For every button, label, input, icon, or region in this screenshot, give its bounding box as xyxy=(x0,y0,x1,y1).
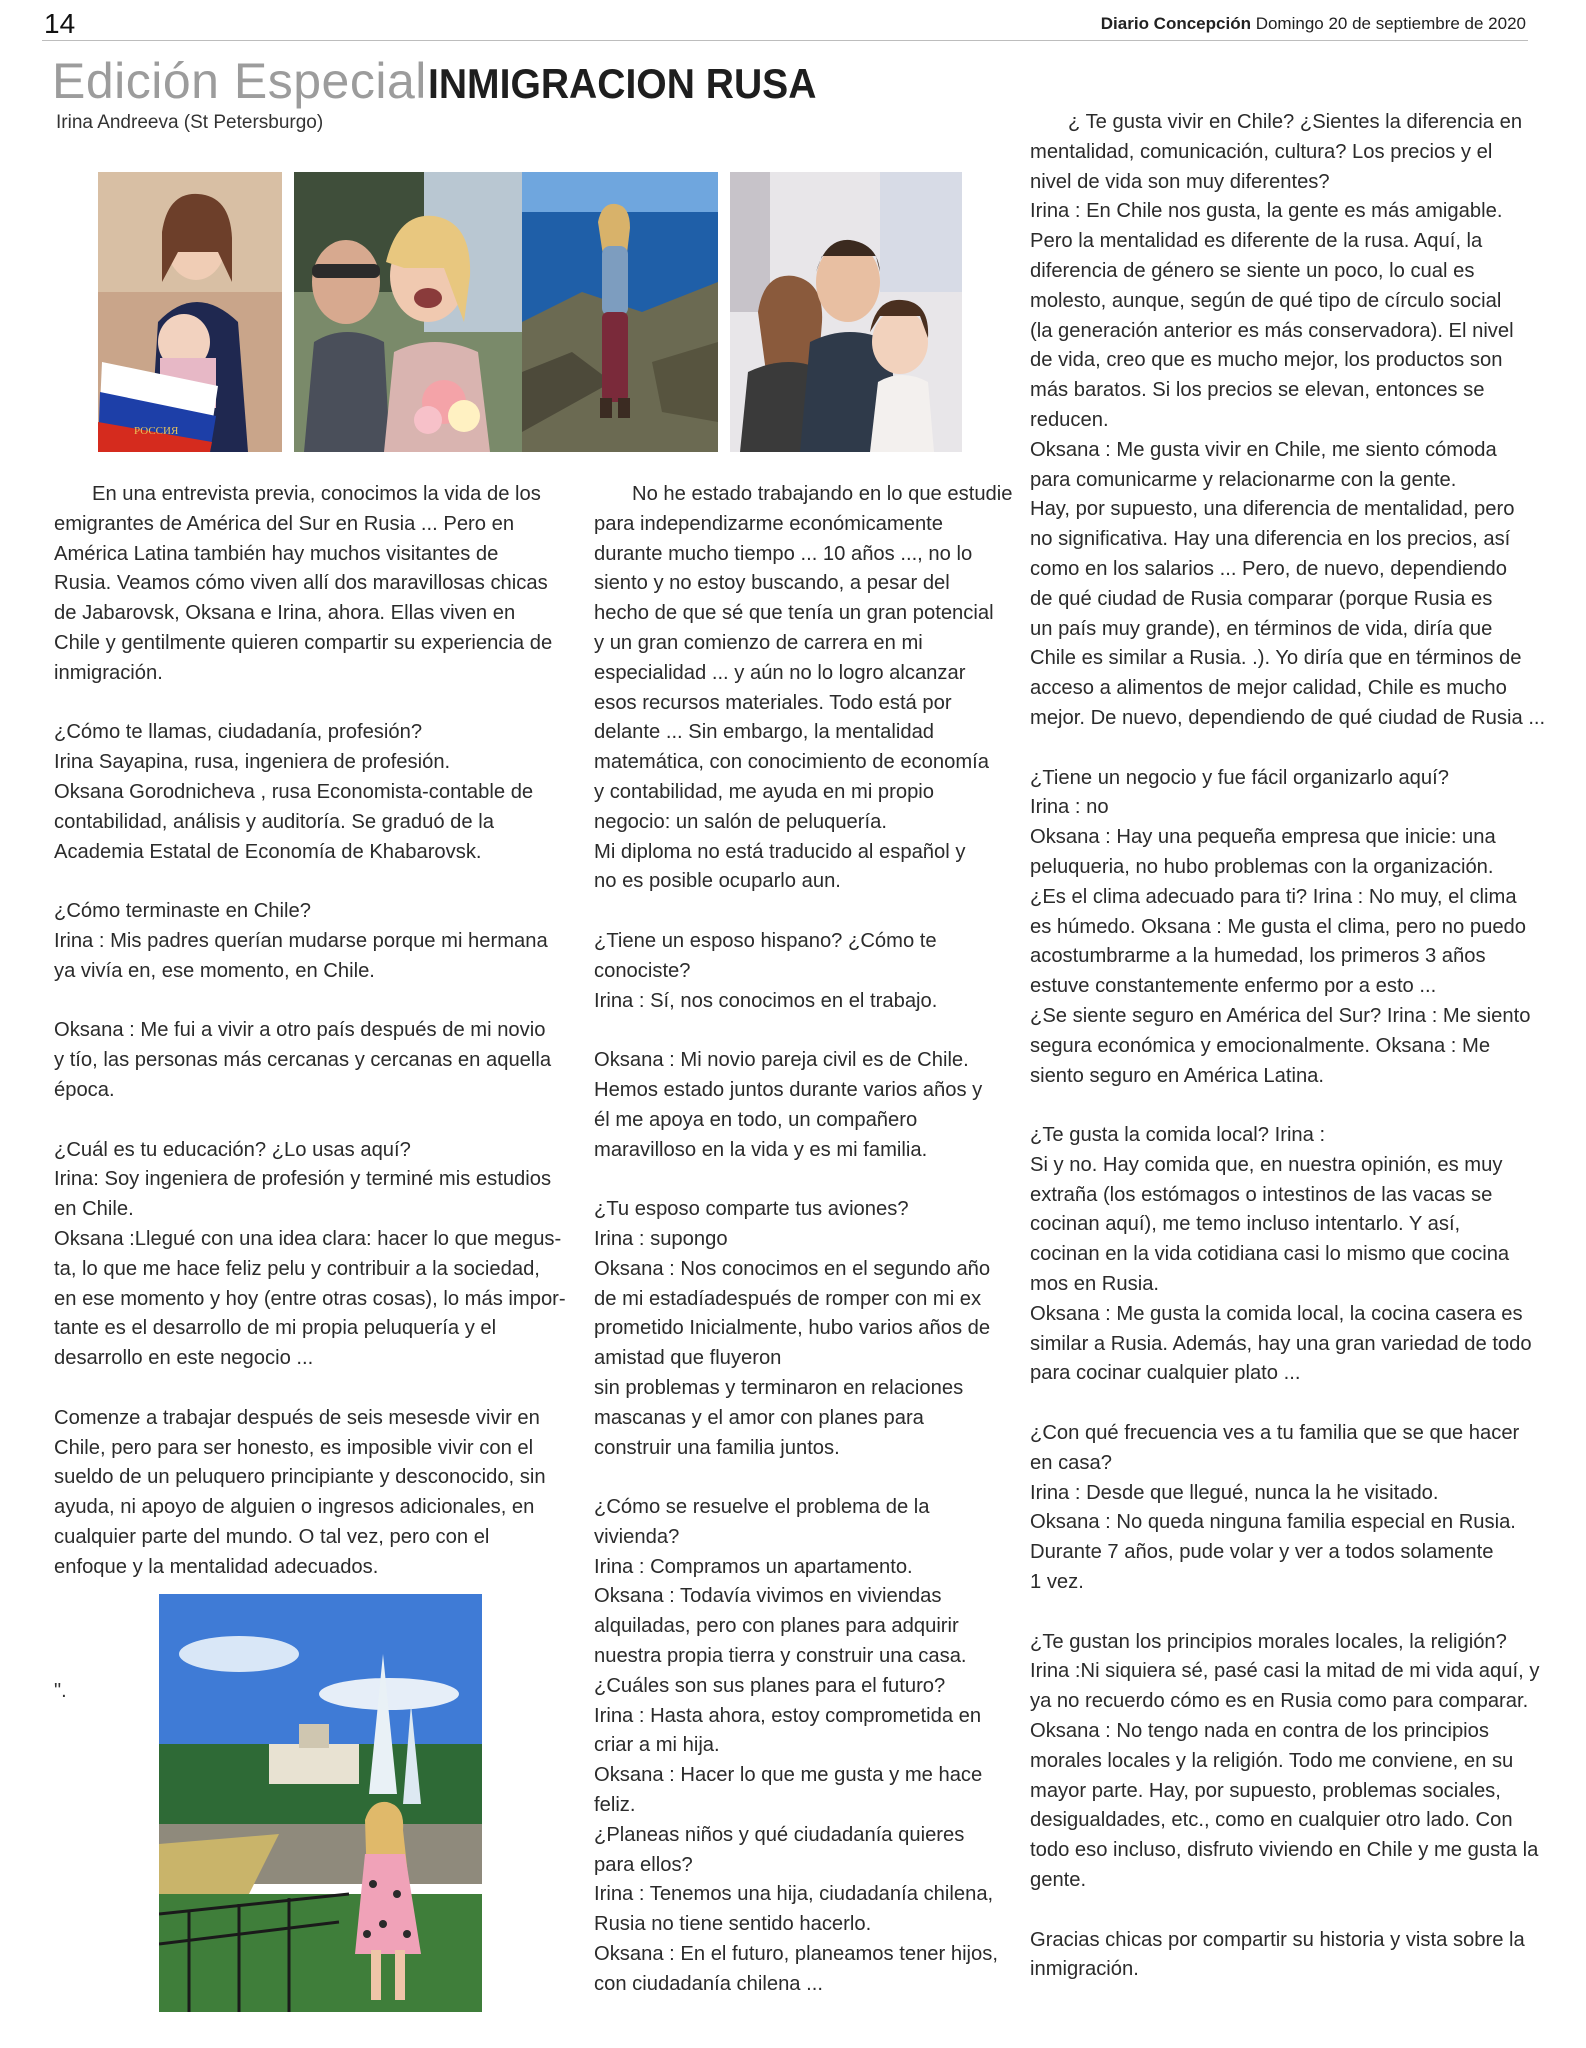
photo-woman-on-rocks xyxy=(522,172,718,452)
closing-quote-mark: ". xyxy=(54,1680,67,1702)
photo-couple-selfie xyxy=(294,172,522,452)
photo-mother-with-baby xyxy=(98,172,282,452)
couple-illustration xyxy=(294,172,522,452)
article-byline: Irina Andreeva (St Petersburgo) xyxy=(56,112,324,133)
page-number: 14 xyxy=(44,8,76,39)
coastal-illustration xyxy=(522,172,718,452)
paragraph-housing-plans: ¿Cómo se resuelve el problema de la vivienda? Irina : Compramos un apartamento. Oksana : Todavía vivimos en viviendas alquiladas, pero con planes para adquirir nuestra propia tierra y construir una casa. ¿Cuáles son sus planes para el futuro? Irina : Hasta ahora, estoy comprometida en criar a mi hija. Oksana : Hacer lo que me gusta y me hace feliz. ¿Planeas niños y qué ciudadanía quieres para ellos? Irina : Tenemos una hija, ciudadanía chilena, Rusia no tiene sentido hacerlo. Oksana : En el futuro, planeamos tener hijos, con ciudadanía chilena ... xyxy=(594,1496,998,1995)
paragraph-oksana-partner: Oksana : Mi novio pareja civil es de Chile. Hemos estado juntos durante varios años y él me apoya en todo, un compañero maravilloso en la vida y es mi familia. xyxy=(594,1049,983,1161)
paragraph-career: No he estado trabajando en lo que estudie para independizarme económicamente durante mucho tiempo ... 10 años ..., no lo siento y no estoy buscando, a pesar del hecho de que sé que tenía un gran potencial y un gran comienzo de carrera en mi especialidad ... y aún no lo logro alcanzar esos recursos materiales. Todo está por delante ... Sin embargo, la mentalidad matemática, con conocimiento de economía y contabilidad, me ayuda en mi propio negocio: un salón de peluquería. Mi diploma no está traducido al español y no es posible ocuparlo aun. xyxy=(594,483,1013,893)
paragraph-food: ¿Te gusta la comida local? Irina : Si y no. Hay comida que, en nuestra opinión, es muy extraña (los estómagos o intestinos de las vacas se cocinan aquí), me temo incluso intentarlo. Y así, cocinan en la vida cotidiana casi lo mismo que cocina mos en Rusia. Oksana : Me gusta la comida local, la cocina casera es similar a Rusia. Además, hay una gran variedad de todo para cocinar cualquier plato ... xyxy=(1030,1124,1532,1385)
header-divider xyxy=(42,40,1528,41)
mother-baby-illustration xyxy=(98,172,282,452)
paragraph-spouse: ¿Tiene un esposo hispano? ¿Cómo te conociste? Irina : Sí, nos conocimos en el trabajo. xyxy=(594,929,938,1012)
paragraph-morals-religion: ¿Te gustan los principios morales locales, la religión? Irina :Ni siquiera sé, pasé casi la mitad de mi vida aquí, y ya no recuerdo cómo es en Rusia como para comparar. Oksana : No tengo nada en contra de los principios morales locales y la religión. Todo me conviene, en su mayor parte. Hay, por supuesto, problemas sociales, desigualdades, etc., como en cualquier otro lado. Con todo eso incluso, disfruto viviendo en Chile y me gusta la gente. xyxy=(1030,1630,1540,1892)
paragraph-life-in-chile: ¿ Te gusta vivir en Chile? ¿Sientes la diferencia en mentalidad, comunicación, cultura? Los precios y el nivel de vida son muy diferentes? Irina : En Chile nos gusta, la gente es más amigable. Pero la mentalidad es diferente de la rusa. Aquí, la diferencia de género se siente un poco, lo cual es molesto, aunque, según de qué tipo de círculo social (la generación anterior es más conservadora). El nivel de vida, creo que es mucho mejor, los productos son más baratos. Si los precios se elevan, entonces se reducen. Oksana : Me gusta vivir en Chile, me siento cómoda para comunicarme y relacionarme con la gente. Hay, por supuesto, una diferencia de mentalidad, pero no significativa. Hay una diferencia en los precios, así como en los salarios ... Pero, de nuevo, dependiendo de qué ciudad de Rusia comparar (porque Rusia es un país muy grande), en términos de vida, diría que Chile es similar a Rusia. .). Yo diría que en términos de acceso a alimentos de mejor calidad, Chile es mucho mejor. De nuevo, dependiendo de qué ciudad de Rusia ... xyxy=(1030,111,1546,729)
issue-date: Domingo 20 de septiembre de 2020 xyxy=(1255,14,1526,33)
paragraph-education: ¿Cuál es tu educación? ¿Lo usas aquí? Irina: Soy ingeniera de profesión y terminé mis estudios en Chile. Oksana :Llegué con una idea clara: hacer lo que megus- ta, lo que me hace feliz pelu y contribuir a la sociedad, en ese momento y hoy (entre otras cosas), lo más impor- tante es el desarrollo de mi propia peluquería y el desarrollo en este negocio ... xyxy=(54,1138,566,1370)
section-title: Edición Especial xyxy=(52,53,427,109)
paragraph-oksana-move: Oksana : Me fui a vivir a otro país después de mi novio y tío, las personas más cercanas y cercanas en aquella época. xyxy=(54,1019,552,1101)
paragraph-shared-views: ¿Tu esposo comparte tus aviones? Irina : supongo Oksana : Nos conocimos en el segundo año de mi estadíadespués de romper con mi ex prometido Inicialmente, hubo varios años de amistad que fluyeron sin problemas y terminaron en relaciones mascanas y el amor con planes para construir una familia juntos. xyxy=(594,1198,991,1459)
paragraph-thanks: Gracias chicas por compartir su historia y vista sobre la inmigración. xyxy=(1030,1928,1525,1981)
family-illustration xyxy=(730,172,962,452)
paragraph-how-chile: ¿Cómo terminaste en Chile? Irina : Mis padres querían mudarse porque mi hermana ya vivía en, ese momento, en Chile. xyxy=(54,900,548,982)
article-column-2 xyxy=(594,480,1034,2000)
photo-family-selfie xyxy=(730,172,962,452)
paragraph-work: Comenze a trabajar después de seis mesesde vivir en Chile, pero para ser honesto, es imposible vivir con el sueldo de un peluquero principiante y desconocido, sin ayuda, ni apoyo de alguien o ingresos adicionales, en cualquier parte del mundo. O tal vez, pero con el enfoque y la mentalidad adecuados. xyxy=(54,1406,546,1578)
paragraph-intro: En una entrevista previa, conocimos la vida de los emigrantes de América del Sur en Rusia ... Pero en América Latina también hay muchos visitantes de Rusia. Veamos cómo viven allí dos maravillosas chicas de Jabarovsk, Oksana e Irina, ahora. Ellas viven en Chile y gentilmente quieren compartir su experiencia de inmigración. xyxy=(54,483,553,684)
newspaper-name: Diario Concepción xyxy=(1100,14,1251,33)
article-column-3 xyxy=(1030,108,1570,1985)
flag-text: РОССИЯ xyxy=(134,425,179,437)
paragraph-business-climate: ¿Tiene un negocio y fue fácil organizarlo aquí? Irina : no Oksana : Hay una pequeña empresa que inicie: una peluqueria, no hubo problemas con la organización. ¿Es el clima adecuado para ti? Irina : No muy, el clima es húmedo. Oksana : Me gusta el clima, pero no puedo acostumbrarme a la humedad, los primeros 3 años estuve constantemente enfermo por a esto ... ¿Se siente seguro en América del Sur? Irina : Me siento segura económica y emocionalmente. Oksana : Me siento seguro en América Latina. xyxy=(1030,766,1531,1087)
fountains-illustration xyxy=(159,1594,482,2012)
masthead xyxy=(1101,14,1526,34)
article-column-1 xyxy=(54,480,594,1582)
photo-woman-at-fountains xyxy=(159,1594,482,2012)
article-headline: INMIGRACION RUSA xyxy=(428,60,817,107)
paragraph-name-citizenship: ¿Cómo te llamas, ciudadanía, profesión? Irina Sayapina, rusa, ingeniera de profesión. Oksana Gorodnicheva , rusa Economista-contable de contabilidad, análisis y auditoría. Se graduó de la Academia Estatal de Economía de Khabarovsk. xyxy=(54,721,534,863)
paragraph-family-visits: ¿Con qué frecuencia ves a tu familia que se que hacer en casa? Irina : Desde que llegué, nunca la he visitado. Oksana : No queda ninguna familia especial en Rusia. Durante 7 años, pude volar y ver a todos solamente 1 vez. xyxy=(1030,1422,1520,1594)
